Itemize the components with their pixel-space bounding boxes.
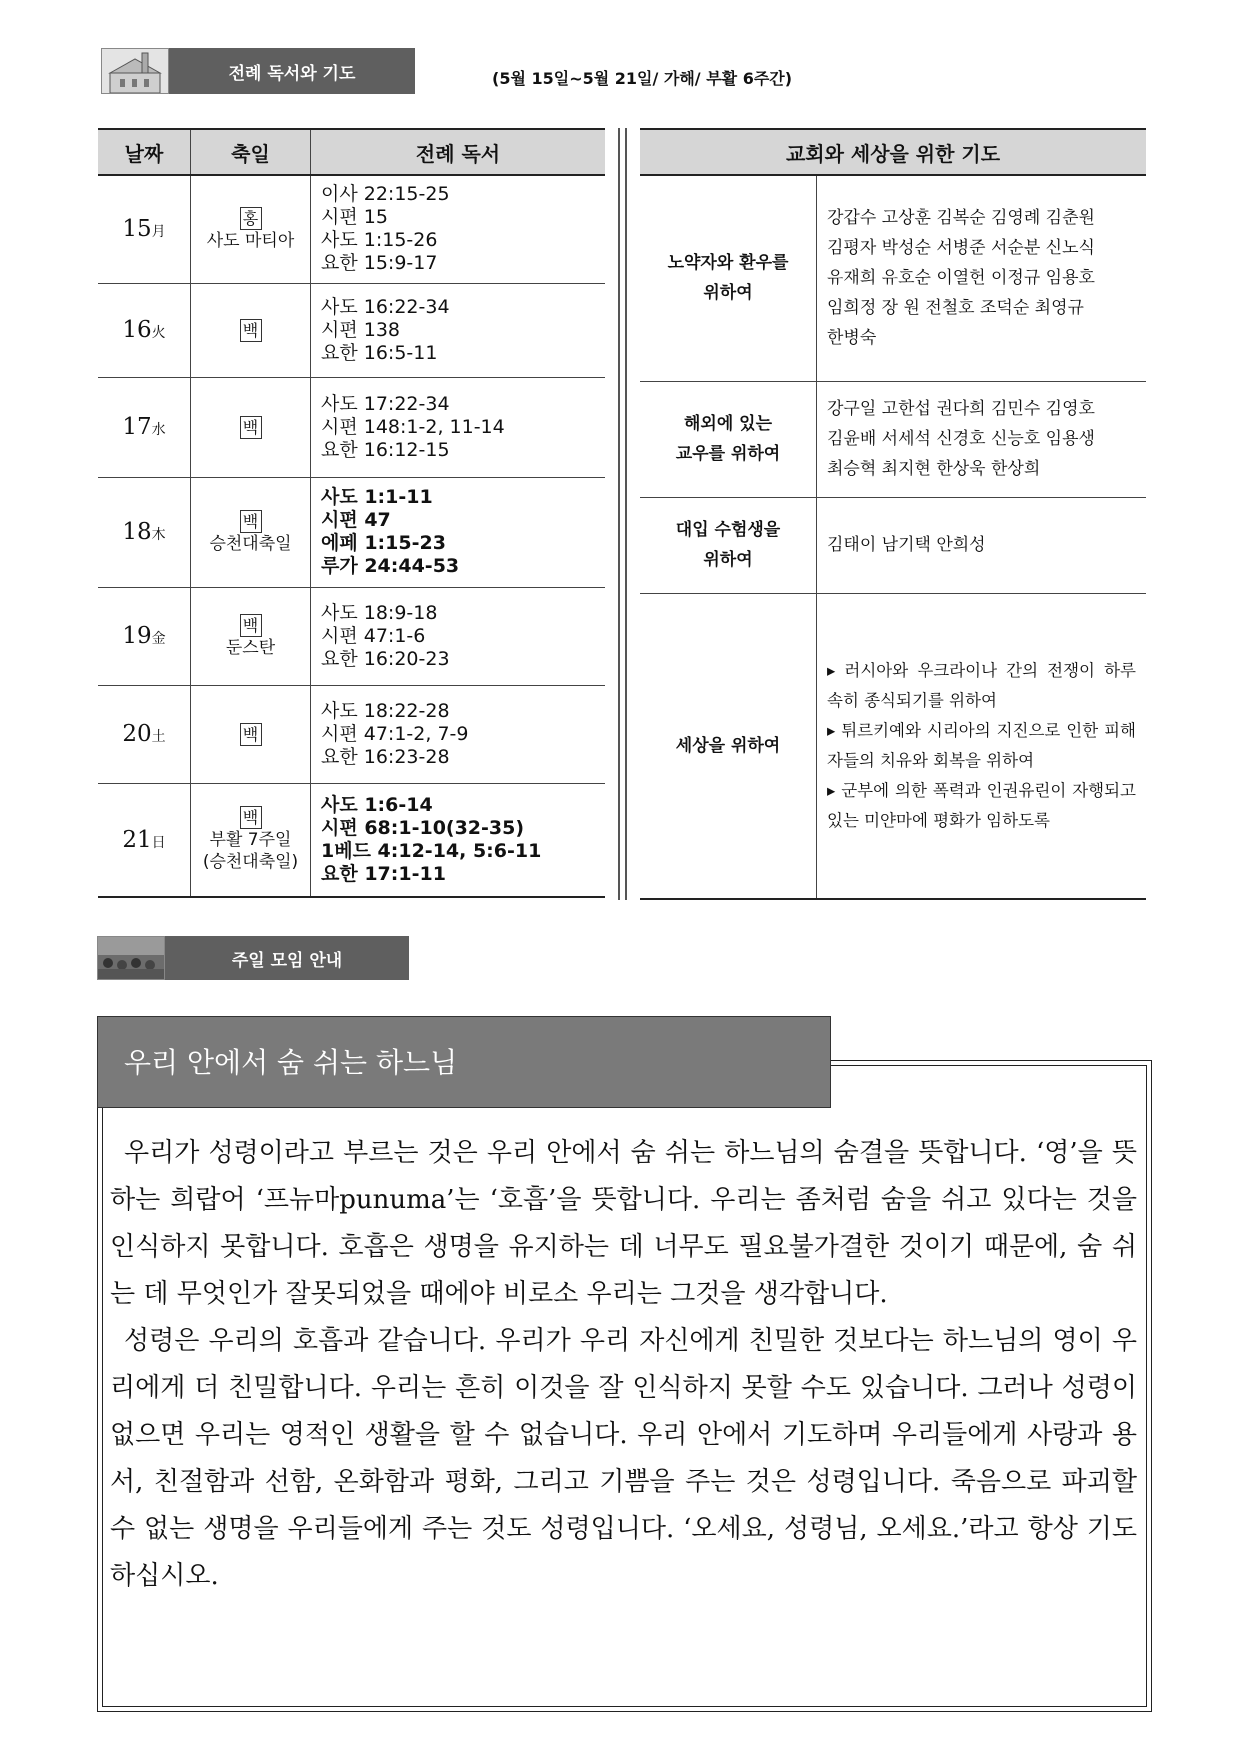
header-date: 날짜 bbox=[98, 129, 191, 175]
prayer-bullet bbox=[827, 776, 1136, 836]
feast-cell bbox=[191, 377, 311, 477]
reading-line: 이사 22:15-25 bbox=[321, 183, 450, 206]
triangle-bullet-icon: ▸ bbox=[827, 720, 842, 740]
reading-line: 루가 24:44-53 bbox=[321, 555, 460, 577]
reading-line: 시편 138 bbox=[321, 318, 401, 341]
day-number: 16 bbox=[122, 317, 152, 343]
weekday: 木 bbox=[151, 527, 166, 543]
header-feast: 축일 bbox=[191, 129, 311, 175]
reading-line: 사도 1:15-26 bbox=[321, 229, 438, 252]
reading-line: 요한 16:23-28 bbox=[321, 745, 450, 768]
prayer-topic: 해외에 있는 bbox=[683, 414, 773, 434]
reading-row bbox=[98, 587, 605, 685]
date-cell bbox=[98, 685, 191, 783]
name-line: 한병숙 bbox=[827, 328, 877, 349]
reading-line: 시편 148:1-2, 11-14 bbox=[321, 415, 505, 438]
reading-line: 요한 16:5-11 bbox=[321, 341, 438, 364]
prayer-content-cell bbox=[817, 175, 1147, 381]
vestment-color-mark: 백 bbox=[240, 806, 262, 829]
readings-cell bbox=[311, 377, 606, 477]
name-line: 김평자 박성순 서병준 서순분 신노식 bbox=[827, 238, 1095, 259]
weekday: 日 bbox=[151, 834, 166, 851]
prayer-topic-cell bbox=[640, 175, 817, 381]
essay-body bbox=[110, 1130, 1137, 1600]
reading-line: 에페 1:15-23 bbox=[321, 532, 446, 554]
vestment-color-mark: 백 bbox=[240, 510, 262, 533]
feast-name: 둔스탄 bbox=[225, 637, 276, 658]
date-cell bbox=[98, 377, 191, 477]
readings-cell bbox=[311, 477, 606, 587]
day-number: 19 bbox=[122, 623, 152, 649]
reading-line: 요한 15:9-17 bbox=[321, 252, 438, 275]
vestment-color-mark: 백 bbox=[240, 614, 262, 637]
readings-cell bbox=[311, 283, 606, 377]
prayer-topic: 세상을 위하여 bbox=[675, 735, 781, 756]
prayer-topic-cell bbox=[640, 593, 817, 899]
vestment-color-mark: 백 bbox=[240, 416, 262, 439]
reading-line: 사도 18:22-28 bbox=[321, 699, 450, 722]
reading-line: 1베드 4:12-14, 5:6-11 bbox=[321, 839, 542, 862]
week-subtitle: (5월 15일~5월 21일/ 가해/ 부활 6주간) bbox=[492, 69, 793, 88]
day-number: 21 bbox=[122, 826, 152, 853]
day-number: 18 bbox=[122, 519, 152, 545]
reading-line: 사도 18:9-18 bbox=[321, 601, 438, 624]
reading-line: 사도 1:6-14 bbox=[321, 793, 433, 816]
name-line: 유재희 유호순 이열헌 이정규 임용호 bbox=[827, 268, 1095, 289]
table-divider bbox=[618, 128, 627, 900]
prayer-row bbox=[640, 381, 1146, 497]
reading-line: 사도 16:22-34 bbox=[321, 295, 450, 318]
feast-cell bbox=[191, 283, 311, 377]
reading-row bbox=[98, 477, 605, 587]
feast-name: 부활 7주일 bbox=[209, 830, 292, 851]
readings-cell bbox=[311, 783, 606, 897]
vestment-color-mark: 백 bbox=[240, 319, 262, 342]
weekday: 火 bbox=[151, 325, 166, 341]
prayer-row bbox=[640, 593, 1146, 899]
name-line: 최승혁 최지현 한상욱 한상희 bbox=[827, 459, 1041, 479]
name-line: 강구일 고한섭 권다희 김민수 김영호 bbox=[827, 399, 1095, 419]
date-cell bbox=[98, 587, 191, 685]
date-cell bbox=[98, 783, 191, 897]
day-number: 15 bbox=[122, 216, 152, 243]
prayer-topic: 교우를 위하여 bbox=[675, 444, 781, 464]
reading-line: 시편 47 bbox=[321, 509, 391, 531]
readings-table bbox=[98, 128, 605, 898]
readings-cell bbox=[311, 587, 606, 685]
essay-title: 우리 안에서 숨 쉬는 하느님 bbox=[97, 1016, 831, 1108]
weekday: 水 bbox=[151, 422, 166, 438]
reading-row bbox=[98, 783, 605, 897]
section-label: 주일 모임 안내 bbox=[165, 936, 409, 980]
feast-name: 승천대축일 bbox=[209, 533, 292, 554]
date-cell bbox=[98, 477, 191, 587]
prayer-row bbox=[640, 497, 1146, 593]
reading-line: 요한 17:1-11 bbox=[321, 862, 446, 885]
prayer-topic-cell bbox=[640, 381, 817, 497]
prayer-topic: 위하여 bbox=[703, 550, 753, 570]
triangle-bullet-icon: ▸ bbox=[827, 660, 845, 680]
section-header-sunday bbox=[97, 936, 409, 980]
church-thumbnail bbox=[101, 48, 169, 94]
prayer-bullet-text: 군부에 의한 폭력과 인권유린이 자행되고 있는 미얀마에 평화가 임하도록 bbox=[827, 780, 1136, 830]
prayer-content-cell bbox=[817, 497, 1147, 593]
prayer-topic-cell bbox=[640, 497, 817, 593]
feast-name: (승천대축일) bbox=[202, 852, 299, 873]
prayer-bullet-text: 튀르키예와 시리아의 지진으로 인한 피해자들의 치유와 회복을 위하여 bbox=[827, 720, 1136, 770]
reading-line: 요한 16:20-23 bbox=[321, 647, 450, 670]
date-cell bbox=[98, 283, 191, 377]
prayer-topic: 위하여 bbox=[703, 283, 753, 304]
feast-cell bbox=[191, 175, 311, 283]
prayer-topic: 대입 수험생을 bbox=[675, 520, 781, 540]
prayer-bullet-text: 러시아와 우크라이나 간의 전쟁이 하루 속히 종식되기를 위하여 bbox=[827, 660, 1136, 710]
gathering-photo bbox=[97, 936, 165, 980]
feast-cell bbox=[191, 477, 311, 587]
weekday: 土 bbox=[151, 729, 166, 745]
prayer-topic: 노약자와 환우를 bbox=[667, 253, 789, 274]
reading-row bbox=[98, 685, 605, 783]
day-number: 20 bbox=[122, 721, 152, 747]
prayer-row bbox=[640, 175, 1146, 381]
essay-paragraph: 우리가 성령이라고 부르는 것은 우리 안에서 숨 쉬는 하느님의 숨결을 뜻합니다. ‘영’을 뜻하는 희랍어 ‘프뉴마punuma’는 ‘호흡’을 뜻합니다. 우리는 좀처럼 숨을 쉬고 있다는 것을 인식하지 못합니다. 호흡은 생명을 유지하는 데 너무도 필요불가결한 것이기 때문에, 숨 쉬는 데 무엇인가 잘못되었을 때에야 비로소 우리는 그것을 생각합니다. bbox=[110, 1138, 1137, 1309]
day-number: 17 bbox=[122, 414, 152, 440]
essay-paragraph: 성령은 우리의 호흡과 같습니다. 우리가 우리 자신에게 친밀한 것보다는 하느님의 영이 우리에게 더 친밀합니다. 우리는 흔히 이것을 잘 인식하지 못할 수도 있습니다. 그러나 성령이 없으면 우리는 영적인 생활을 할 수 없습니다. 우리 안에서 기도하며 우리들에게 사랑과 용서, 친절함과 선함, 온화함과 평화, 그리고 기쁨을 주는 것은 성령입니다. 죽음으로 파괴할 수 없는 생명을 우리들에게 주는 것도 성령입니다. ‘오세요, 성령님, 오세요.’라고 항상 기도하십시오. bbox=[110, 1326, 1137, 1591]
reading-row bbox=[98, 175, 605, 283]
reading-line: 시편 15 bbox=[321, 206, 388, 229]
name-line: 강갑수 고상훈 김복순 김영례 김춘원 bbox=[827, 208, 1095, 229]
triangle-bullet-icon: ▸ bbox=[827, 780, 842, 800]
feast-cell bbox=[191, 587, 311, 685]
section-header-liturgy bbox=[101, 48, 415, 94]
reading-line: 시편 47:1-6 bbox=[321, 624, 426, 647]
reading-line: 요한 16:12-15 bbox=[321, 438, 450, 461]
prayer-content-cell bbox=[817, 381, 1147, 497]
reading-line: 사도 17:22-34 bbox=[321, 392, 450, 415]
name-line: 임희정 장 원 전철호 조덕순 최영규 bbox=[827, 298, 1084, 319]
weekday: 金 bbox=[151, 631, 166, 647]
feast-cell bbox=[191, 783, 311, 897]
reading-line: 시편 68:1-10(32-35) bbox=[321, 816, 525, 839]
name-line: 김태이 남기택 안희성 bbox=[827, 535, 986, 555]
date-cell bbox=[98, 175, 191, 283]
feast-cell bbox=[191, 685, 311, 783]
header-readings: 전례 독서 bbox=[311, 129, 606, 175]
prayer-table bbox=[640, 128, 1146, 900]
reading-row bbox=[98, 283, 605, 377]
readings-cell bbox=[311, 175, 606, 283]
vestment-color-mark: 백 bbox=[240, 723, 262, 746]
prayer-bullet bbox=[827, 716, 1136, 776]
prayer-bullet bbox=[827, 656, 1136, 716]
reading-row bbox=[98, 377, 605, 477]
readings-cell bbox=[311, 685, 606, 783]
weekday: 月 bbox=[151, 224, 166, 241]
vestment-color-mark: 홍 bbox=[240, 207, 262, 230]
reading-line: 시편 47:1-2, 7-9 bbox=[321, 722, 469, 745]
prayer-content-cell bbox=[817, 593, 1147, 899]
name-line: 김윤배 서세석 신경호 신능호 임용생 bbox=[827, 429, 1095, 449]
feast-name: 사도 마티아 bbox=[206, 230, 295, 251]
reading-line: 사도 1:1-11 bbox=[321, 486, 433, 508]
section-label: 전례 독서와 기도 bbox=[169, 48, 415, 94]
header-prayer: 교회와 세상을 위한 기도 bbox=[640, 129, 1146, 175]
